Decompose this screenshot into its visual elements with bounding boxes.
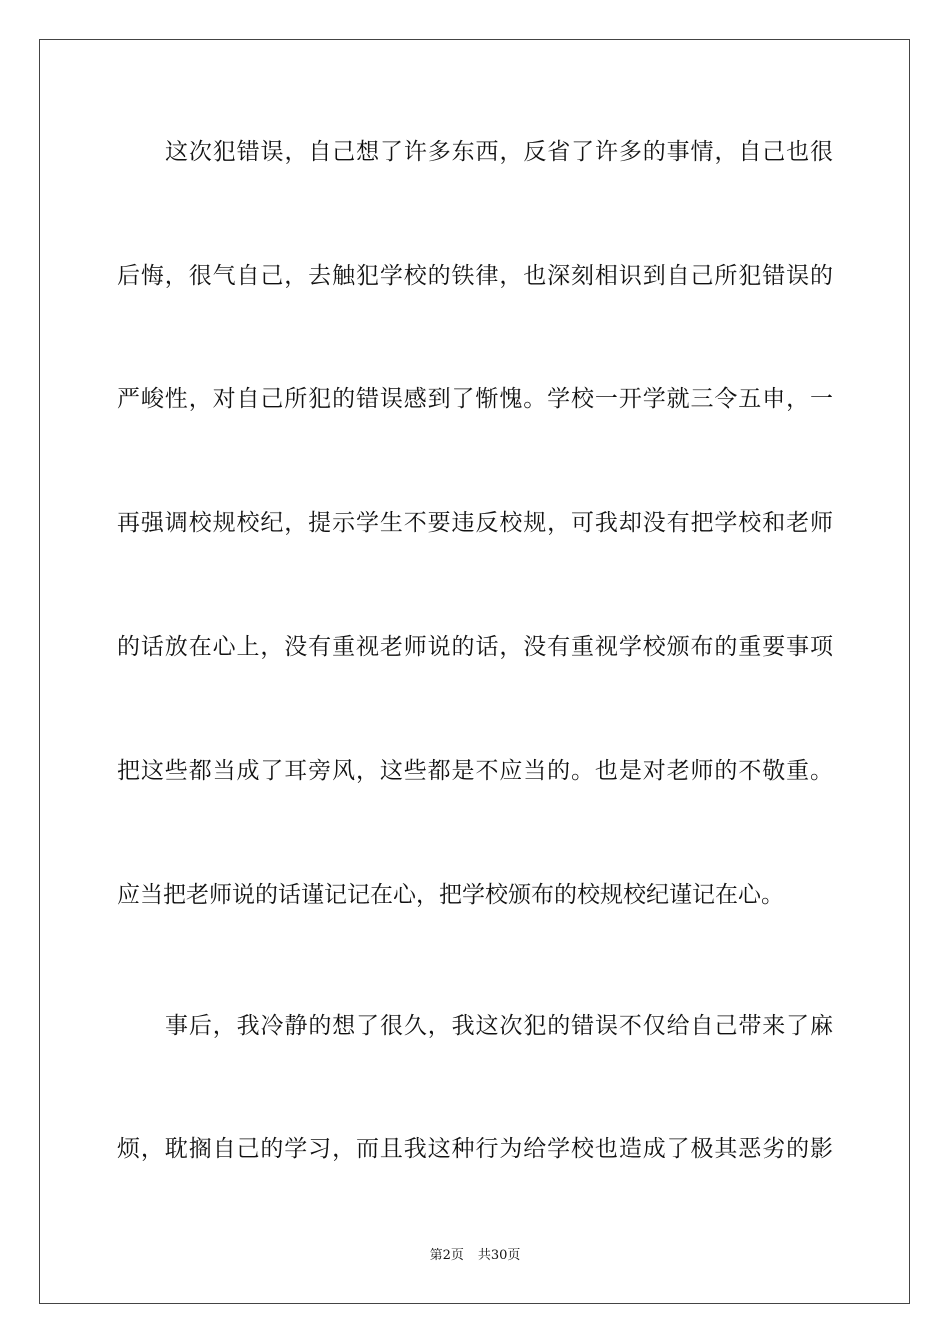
paragraph-1-line-5: 的话放在心上，没有重视老师说的话，没有重视学校颁布的重要事项 — [117, 634, 833, 660]
paragraph-2-line-1: 事后，我冷静的想了很久，我这次犯的错误不仅给自己带来了麻 — [165, 1013, 833, 1039]
paragraph-1-line-1: 这次犯错误，自己想了许多东西，反省了许多的事情，自己也很 — [165, 139, 833, 165]
paragraph-2-line-2: 烦，耽搁自己的学习，而且我这种行为给学校也造成了极其恶劣的影 — [117, 1136, 833, 1162]
paragraph-1-line-4: 再强调校规校纪，提示学生不要违反校规，可我却没有把学校和老师 — [117, 510, 833, 536]
page-footer — [0, 1248, 950, 1264]
paragraph-1-line-7: 应当把老师说的话谨记记在心，把学校颁布的校规校纪谨记在心。 — [117, 882, 784, 908]
paragraph-1-line-3: 严峻性，对自己所犯的错误感到了惭愧。学校一开学就三令五申，一 — [117, 386, 833, 412]
page-total-label: 共30页 — [477, 1248, 521, 1263]
page-number-label: 第2页 — [429, 1248, 464, 1263]
paragraph-1-line-6: 把这些都当成了耳旁风，这些都是不应当的。也是对老师的不敬重。 — [117, 758, 833, 784]
page-frame — [39, 39, 910, 1304]
paragraph-1-line-2: 后悔，很气自己，去触犯学校的铁律，也深刻相识到自己所犯错误的 — [117, 263, 833, 289]
